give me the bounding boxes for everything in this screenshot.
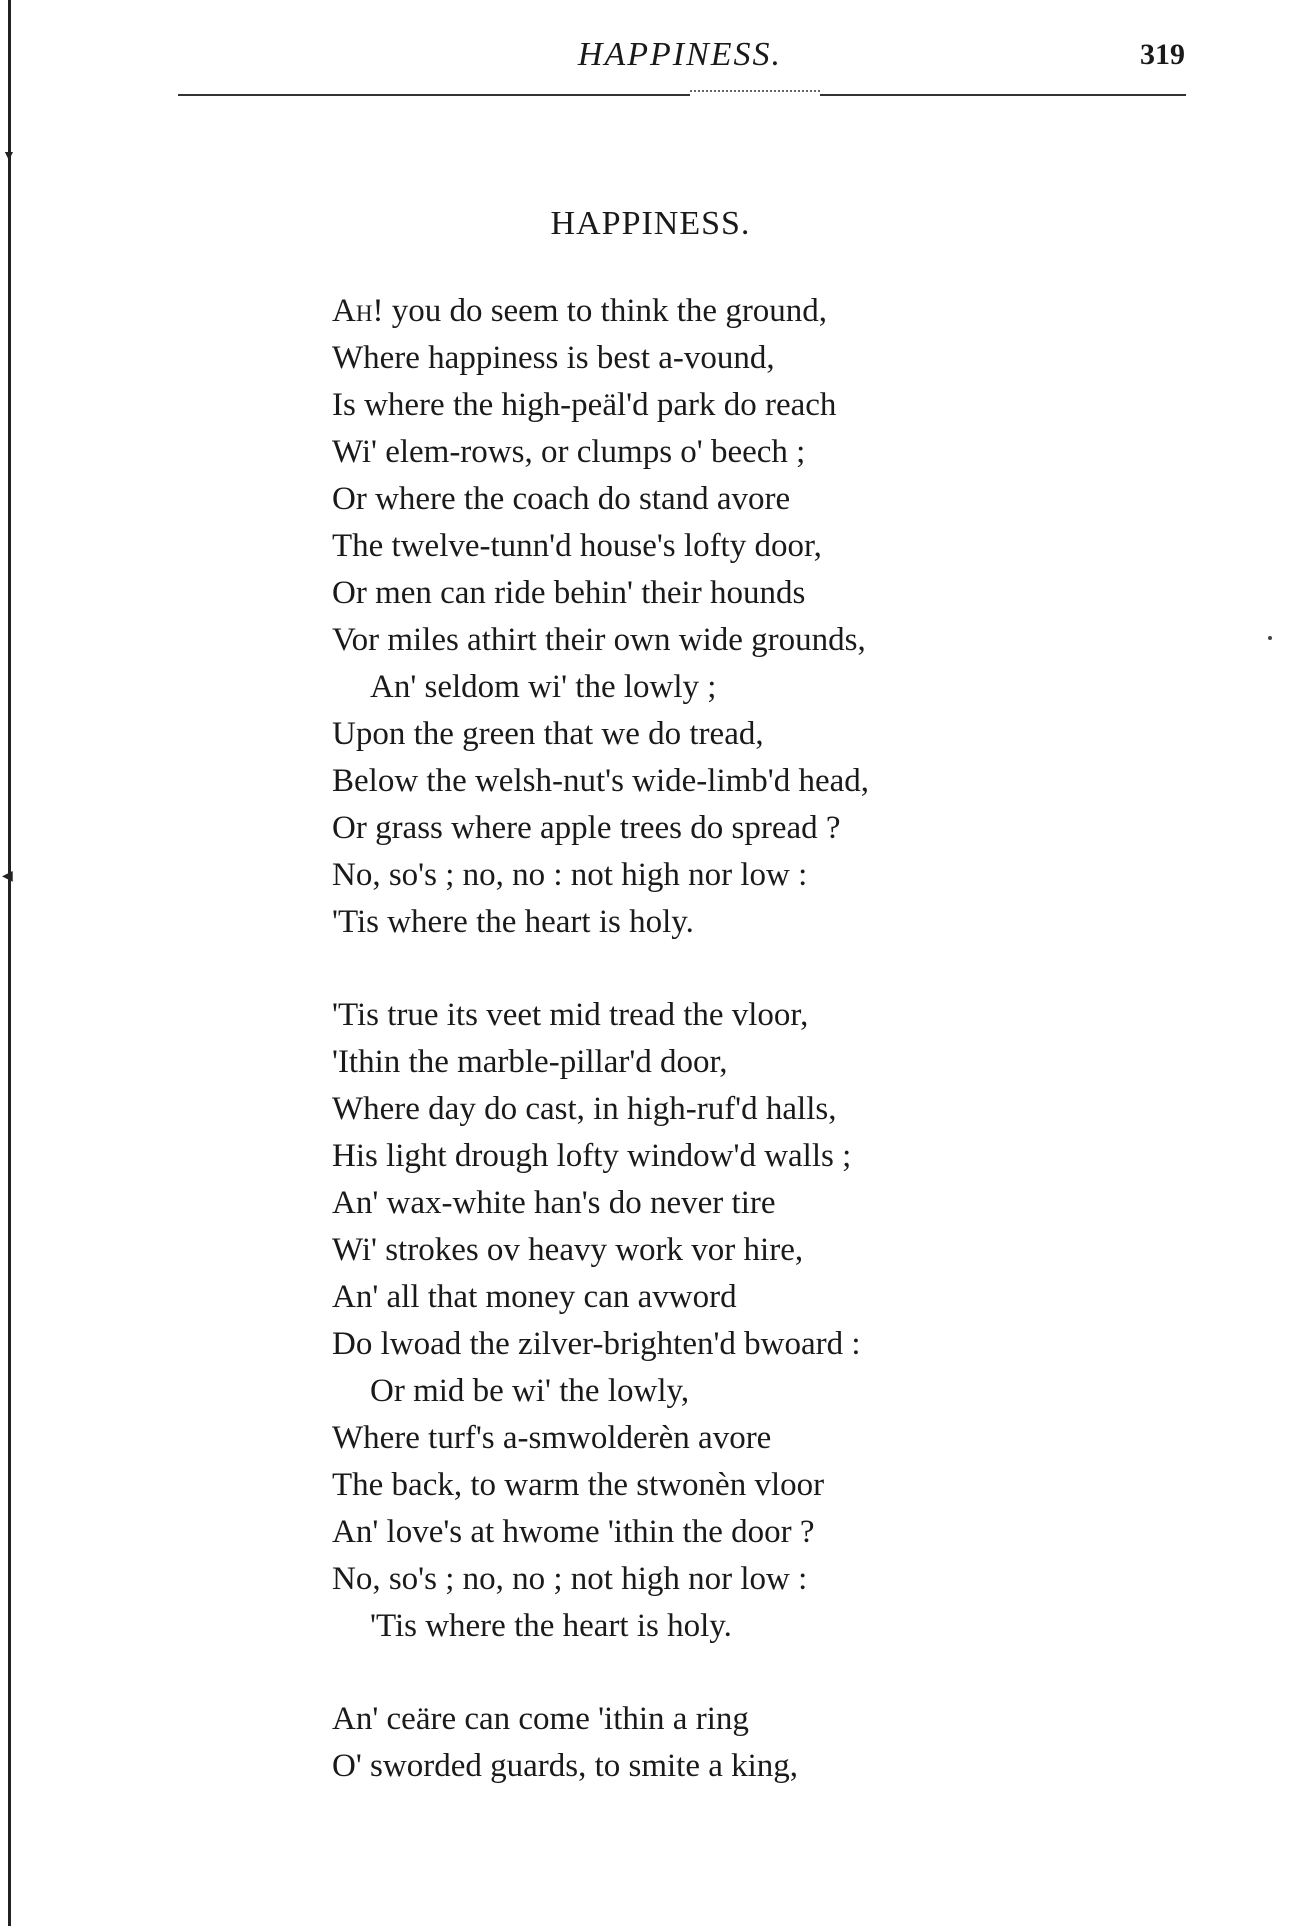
poem-line: An' all that money can avword (332, 1279, 737, 1315)
header-rule-dotted-segment (690, 90, 820, 98)
poem-line: The twelve-tunn'd house's lofty door, (332, 528, 822, 564)
poem-line: Where turf's a-smwolderèn avore (332, 1420, 772, 1456)
poem-line: Upon the green that we do tread, (332, 716, 764, 752)
poem-line: Or men can ride behin' their hounds (332, 575, 806, 611)
running-head (0, 36, 1301, 76)
binding-edge (8, 0, 11, 1926)
poem-line: His light drough lofty window'd walls ; (332, 1138, 852, 1174)
poem-line: An' love's at hwome 'ithin the door ? (332, 1514, 815, 1550)
poem-line: Where day do cast, in high-ruf'd halls, (332, 1091, 837, 1127)
poem-line: No, so's ; no, no : not high nor low : (332, 857, 808, 893)
running-title: HAPPINESS. (577, 36, 783, 73)
poem-body (332, 288, 1132, 1790)
poem-title: HAPPINESS. (550, 205, 751, 242)
poem-line: Or where the coach do stand avore (332, 481, 791, 517)
stanza-2 (332, 992, 1132, 1650)
poem-line-indented: 'Tis where the heart is holy. (370, 1608, 732, 1644)
poem-line: The back, to warm the stwonèn vloor (332, 1467, 825, 1503)
poem-line: Vor miles athirt their own wide grounds, (332, 622, 866, 658)
first-word-smallcaps: Ah (332, 293, 373, 329)
page-number: 319 (1140, 38, 1185, 71)
poem-line: Wi' strokes ov heavy work vor hire, (332, 1232, 804, 1268)
stanza-1 (332, 288, 1132, 946)
poem-line: An' wax-white han's do never tire (332, 1185, 776, 1221)
poem-line: An' ceäre can come 'ithin a ring (332, 1701, 749, 1737)
poem-line: Ah! you do seem to think the ground, (332, 293, 828, 329)
poem-line: O' sworded guards, to smite a king, (332, 1748, 799, 1784)
poem-line-indented: An' seldom wi' the lowly ; (370, 669, 717, 705)
poem-line: 'Tis where the heart is holy. (332, 904, 694, 940)
poem-line: No, so's ; no, no ; not high nor low : (332, 1561, 808, 1597)
stanza-gap (332, 1650, 1132, 1696)
binding-tick-mark: ◀ (2, 869, 13, 884)
poem-line-indented: Or mid be wi' the lowly, (370, 1373, 690, 1409)
poem-line: Or grass where apple trees do spread ? (332, 810, 841, 846)
poem-line: Wi' elem-rows, or clumps o' beech ; (332, 434, 806, 470)
poem-line: Do lwoad the zilver-brighten'd bwoard : (332, 1326, 861, 1362)
poem-line: Is where the high-peäl'd park do reach (332, 387, 837, 423)
stray-ink-mark (1268, 636, 1272, 640)
poem-line: Where happiness is best a-vound, (332, 340, 775, 376)
binding-tick-mark: ▼ (2, 149, 16, 164)
header-rule (178, 94, 1186, 96)
poem-line: 'Ithin the marble-pillar'd door, (332, 1044, 728, 1080)
poem-line: Below the welsh-nut's wide-limb'd head, (332, 763, 870, 799)
poem-line: 'Tis true its veet mid tread the vloor, (332, 997, 809, 1033)
stanza-3 (332, 1696, 1132, 1790)
stanza-gap (332, 946, 1132, 992)
